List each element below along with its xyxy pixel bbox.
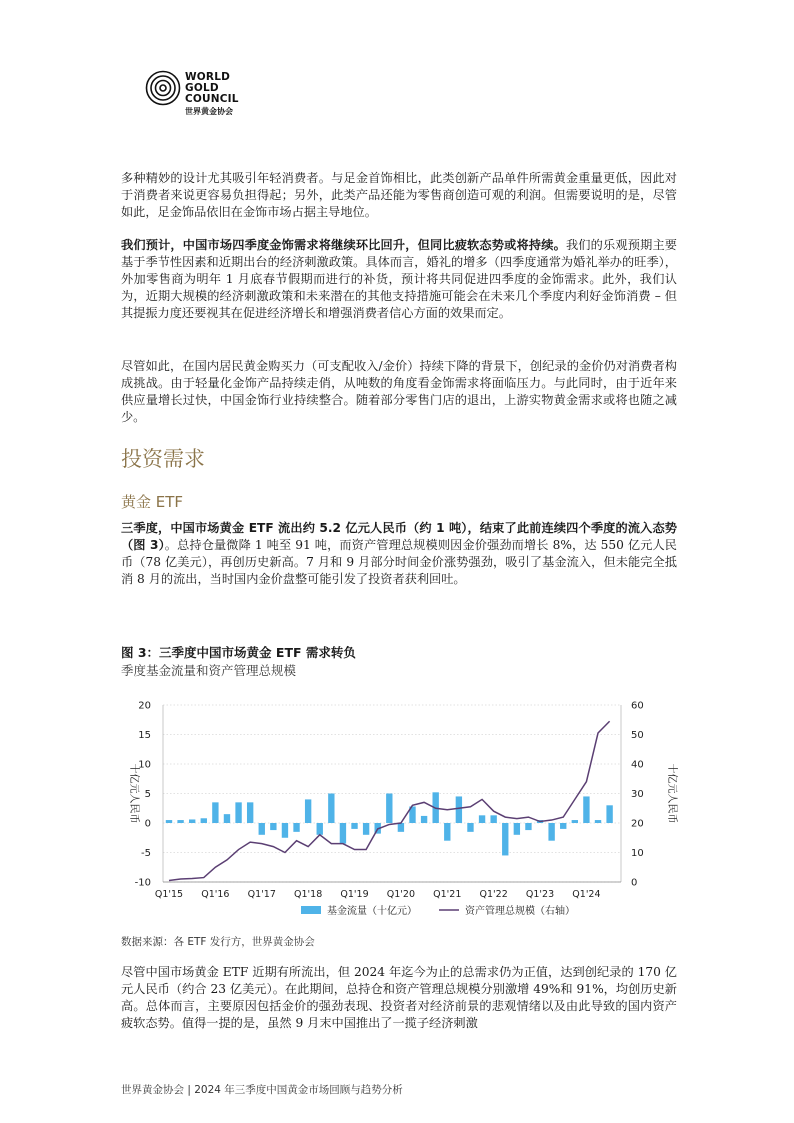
flow-bar: [456, 796, 462, 823]
flow-bar: [398, 823, 404, 832]
right-tick-label: 50: [631, 730, 644, 741]
x-tick-label: Q1'21: [433, 889, 462, 900]
flow-bar: [572, 820, 578, 823]
flow-bar: [467, 823, 473, 832]
right-axis-title: 十亿元人民币: [666, 763, 677, 824]
right-tick-label: 40: [631, 759, 644, 771]
flow-bar: [177, 820, 183, 823]
figure-source: 数据来源：各 ETF 发行方，世界黄金协会: [121, 936, 315, 948]
body-paragraph-4: [121, 520, 677, 588]
section-heading: 投资需求: [121, 447, 205, 471]
flow-bar: [340, 823, 346, 844]
paragraph-2-body: 我们的乐观预期主要基于季节性因素和近期出台的经济刺激政策。具体而言，婚礼的增多（四季度通常为婚礼举办的旺季），外加零售商为明年 1 月底春节假期而进行的补货，预计将共同促进四季度的金饰需求。此外，我们认为，近期大规模的经济刺激政策和未来潜在的其他支持措施可能会在未来几个季度内利好金饰消费 – 但其提振力度还要视其在促进经济增长和增强消费者信心方面的效果而定。: [121, 238, 677, 320]
flow-bar: [201, 818, 207, 823]
flow-bar: [363, 823, 369, 835]
logo-rings-icon: [145, 70, 181, 106]
flow-bar: [514, 823, 520, 835]
right-tick-label: 60: [631, 700, 644, 712]
x-tick-label: Q1'24: [572, 889, 601, 900]
figure-subtitle: 季度基金流量和资产管理总规模: [121, 663, 297, 678]
flow-bar: [595, 820, 601, 823]
flow-bar: [317, 823, 323, 835]
logo-line-1: WORLD: [185, 71, 230, 83]
flow-bar: [351, 823, 357, 829]
legend-swatch-bar: [301, 906, 321, 914]
logo-chinese-name: 世界黄金协会: [185, 107, 233, 116]
legend-label-line: 资产管理总规模（右轴）: [465, 906, 575, 917]
body-paragraph-3: 尽管如此，在国内居民黄金购买力（可支配收入/金价）持续下降的背景下，创纪录的金价仍对消费者构成挑战。由于轻量化金饰产品持续走俏，从吨数的角度看金饰需求将面临压力。与此同时，由于近年来供应量增长过快，中国金饰行业持续整合。随着部分零售门店的退出，上游实物黄金需求或将也随之减少。: [121, 359, 677, 424]
flow-bar: [502, 823, 508, 855]
flow-bar: [189, 819, 195, 823]
x-tick-label: Q1'22: [479, 889, 508, 900]
flow-bar: [490, 815, 496, 823]
world-gold-council-logo: [145, 70, 265, 118]
flow-bar: [282, 823, 288, 838]
x-tick-label: Q1'19: [340, 889, 369, 900]
flow-bar: [548, 823, 554, 841]
flow-bar: [212, 802, 218, 823]
left-tick-label: 20: [138, 700, 151, 712]
left-tick-label: 10: [138, 759, 151, 771]
flow-bar: [305, 799, 311, 823]
paragraph-4-lead: 三季度，中国市场黄金 ETF 流出约 5.2 亿元人民币（约 1 吨），结束了此前连续四个季度的流入态势（图 3）: [121, 521, 677, 552]
left-tick-label: 5: [144, 789, 151, 800]
flow-bar: [259, 823, 265, 835]
flow-bar: [328, 794, 334, 824]
logo-wordmark: [185, 72, 239, 105]
right-tick-label: 30: [631, 789, 644, 800]
left-tick-label: 0: [144, 818, 151, 830]
flow-bar: [525, 823, 531, 830]
x-tick-label: Q1'17: [247, 889, 276, 900]
figure-title: 图 3：三季度中国市场黄金 ETF 需求转负: [121, 645, 356, 660]
right-tick-label: 20: [631, 818, 644, 830]
left-tick-label: -10: [134, 877, 151, 889]
x-tick-label: Q1'16: [201, 889, 230, 900]
x-tick-label: Q1'20: [386, 889, 416, 900]
logo-line-2: GOLD: [185, 82, 219, 94]
paragraph-4-body: 。总持仓量微降 1 吨至 91 吨，而资产管理总规模则因金价强劲而增长 8%，达 550 亿元人民币（78 亿美元），再创历史新高。7 月和 9 月部分时间金价涨势强劲，吸引了基金流入，但未能完全抵消 8 月的流出，当时国内金价盘整可能引发了投资者获利回吐。: [121, 538, 677, 586]
flow-bar: [224, 814, 230, 823]
flow-bar: [386, 794, 392, 824]
x-tick-label: Q1'18: [294, 889, 323, 900]
flow-bar: [421, 816, 427, 823]
etf-flow-chart: [121, 690, 681, 926]
flow-bar: [293, 823, 299, 832]
x-tick-label: Q1'23: [525, 889, 555, 900]
body-paragraph-5: 尽管中国市场黄金 ETF 近期有所流出，但 2024 年迄今为止的总需求仍为正值，达到创纪录的 170 亿元人民币（约合 23 亿美元）。在此期间，总持仓和资产管理总规模分别激增 49%和 91%，均创历史新高。总体而言，主要原因包括金价的强劲表现、投资者对经济前景的悲观情绪以及由此导致的国内资产疲软态势。值得一提的是，虽然 9 月末中国推出了一揽子经济刺激: [121, 965, 677, 1030]
flow-bar: [270, 823, 276, 830]
legend-label-bar: 基金流量（十亿元）: [327, 906, 417, 917]
left-axis-title: 十亿元人民币: [128, 763, 139, 824]
right-tick-label: 0: [631, 877, 638, 889]
paragraph-2-lead: 我们预计，中国市场四季度金饰需求将继续环比回升，但同比疲软态势或将持续。: [121, 238, 566, 252]
flow-bar: [444, 823, 450, 841]
flow-bar: [606, 805, 612, 823]
flow-bar: [560, 823, 566, 829]
left-tick-label: -5: [141, 848, 151, 859]
body-paragraph-1: 多种精妙的设计尤其吸引年轻消费者。与足金首饰相比，此类创新产品单件所需黄金重量更低，因此对于消费者来说更容易负担得起；另外，此类产品还能为零售商创造可观的利润。但需要说明的是，尽管如此，足金饰品依旧在金饰市场占据主导地位。: [121, 171, 677, 219]
flow-bar: [479, 815, 485, 823]
subsection-heading: 黄金 ETF: [121, 493, 184, 511]
flow-bar: [583, 796, 589, 823]
logo-line-3: COUNCIL: [185, 93, 239, 105]
body-paragraph-2: [121, 237, 677, 322]
left-tick-label: 15: [138, 730, 151, 741]
flow-bar: [247, 802, 253, 823]
right-tick-label: 10: [631, 848, 644, 859]
x-tick-label: Q1'15: [154, 889, 184, 900]
flow-bar: [235, 802, 241, 823]
page-footer: 世界黄金协会 | 2024 年三季度中国黄金市场回顾与趋势分析: [121, 1084, 403, 1096]
flow-bar: [166, 820, 172, 823]
